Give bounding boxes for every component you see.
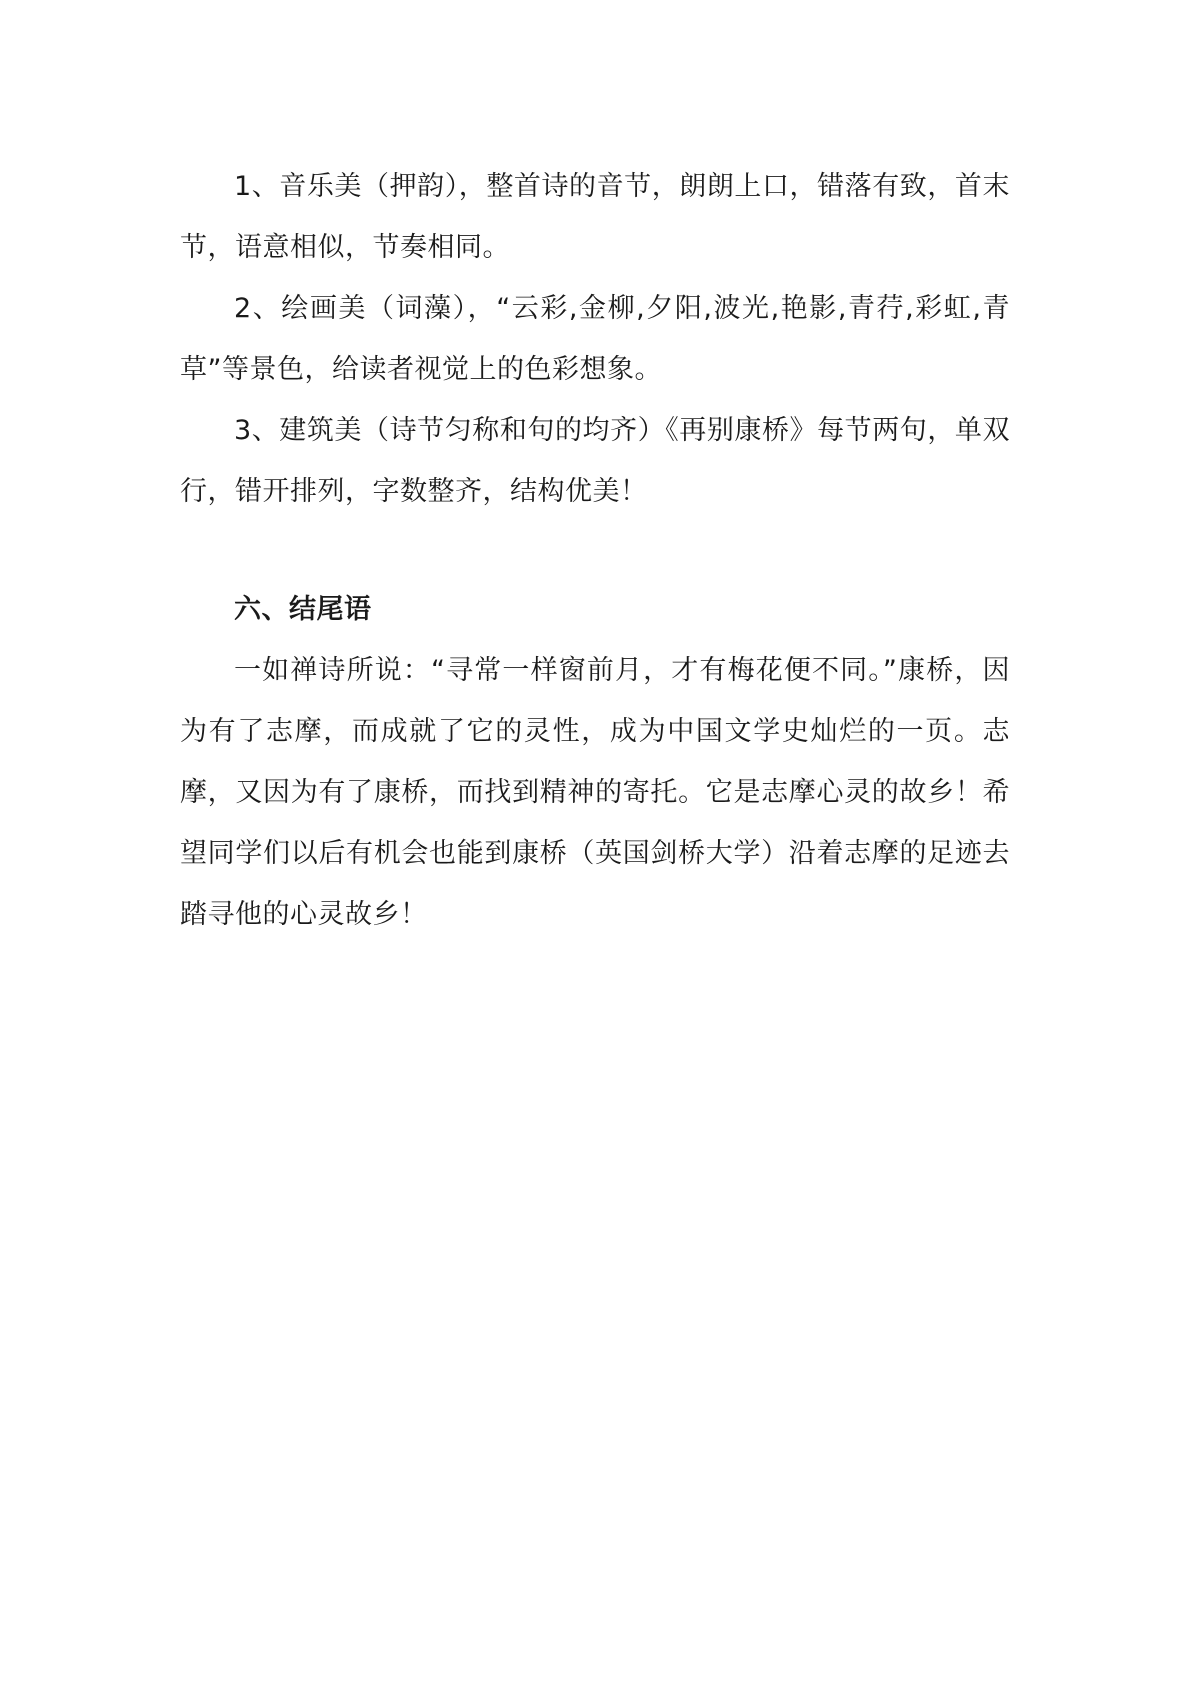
document-content <box>180 156 1010 945</box>
point-music: 1、音乐美（押韵），整首诗的音节，朗朗上口，错落有致，首末节，语意相似，节奏相同。 <box>180 171 1010 263</box>
section-spacer <box>180 522 1010 579</box>
point-architecture: 3、建筑美（诗节匀称和句的均齐）《再别康桥》每节两句，单双行，错开排列，字数整齐，结构优美！ <box>180 415 1010 507</box>
point-painting: 2、绘画美（词藻），“云彩,金柳,夕阳,波光,艳影,青荇,彩虹,青草”等景色，给读者视觉上的色彩想象。 <box>180 293 1010 385</box>
closing-paragraph: 一如禅诗所说：“寻常一样窗前月，才有梅花便不同。”康桥，因为有了志摩，而成就了它的灵性，成为中国文学史灿烂的一页。志摩，又因为有了康桥，而找到精神的寄托。它是志摩心灵的故乡！希望同学们以后有机会也能到康桥（英国剑桥大学）沿着志摩的足迹去踏寻他的心灵故乡！ <box>180 655 1010 930</box>
section-heading: 六、结尾语 <box>234 594 372 625</box>
